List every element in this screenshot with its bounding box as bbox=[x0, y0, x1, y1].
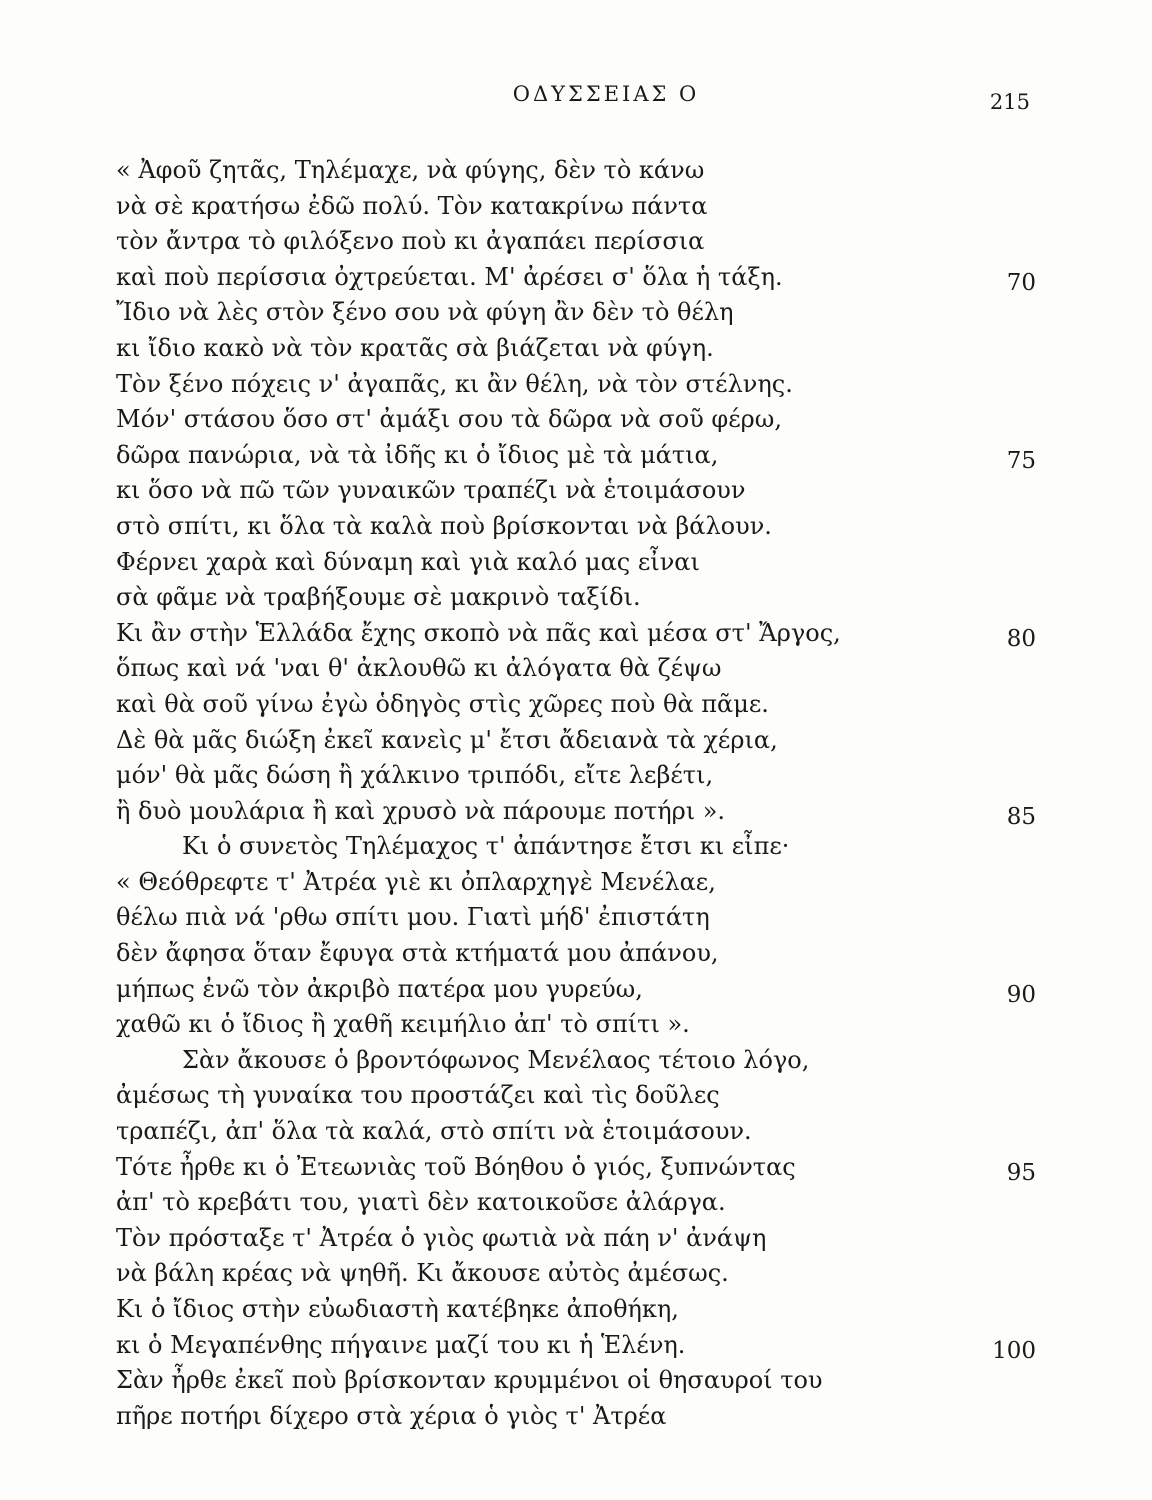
verse-line bbox=[116, 651, 1036, 687]
verse-line bbox=[116, 580, 1036, 616]
verse-text: « Θεόθρεφτε τ' Ἀτρέα γιὲ κι ὀπλαρχηγὲ Μενέλαε, bbox=[116, 867, 716, 896]
verse-line bbox=[116, 1256, 1036, 1292]
verse-text: Κι ὁ συνετὸς Τηλέμαχος τ' ἀπάντησε ἔτσι κι εἶπε· bbox=[182, 832, 790, 861]
verse-line bbox=[116, 1292, 1036, 1328]
verse-text: ὅπως καὶ νά 'ναι θ' ἀκλουθῶ κι ἀλόγατα θὰ ζέψω bbox=[116, 654, 722, 683]
verse-text: δῶρα πανώρια, νὰ τὰ ἰδῆς κι ὁ ἴδιος μὲ τὰ μάτια, bbox=[116, 440, 719, 469]
verse-text: θέλω πιὰ νά 'ρθω σπίτι μου. Γιατὶ μήδ' ἐπιστάτη bbox=[116, 903, 710, 932]
verse-text: κι ὁ Μεγαπένθης πήγαινε μαζί του κι ἡ Ἑλένη. bbox=[116, 1330, 686, 1359]
verse-line bbox=[116, 687, 1036, 723]
verse-line bbox=[116, 723, 1036, 759]
line-number: 90 bbox=[1006, 981, 1036, 1008]
page-number: 215 bbox=[989, 90, 1030, 114]
verse-line bbox=[116, 224, 1036, 260]
verse-text: σὰ φᾶμε νὰ τραβήξουμε σὲ μακρινὸ ταξίδι. bbox=[116, 583, 641, 612]
line-number: 100 bbox=[992, 1337, 1036, 1364]
verse-text: Τὸν πρόσταξε τ' Ἀτρέα ὁ γιὸς φωτιὰ νὰ πάη ν' ἀνάψη bbox=[116, 1223, 767, 1252]
verse-text: ἀπ' τὸ κρεβάτι του, γιατὶ δὲν κατοικοῦσε ἀλάργα. bbox=[116, 1188, 726, 1217]
verse-line bbox=[116, 260, 1036, 296]
verse-line bbox=[116, 295, 1036, 331]
verse-line bbox=[116, 1114, 1036, 1150]
verse-text: Κι ὁ ἴδιος στὴν εὐωδιαστὴ κατέβηκε ἀποθήκη, bbox=[116, 1295, 679, 1323]
verse-text: Τὸν ξένο πόχεις ν' ἀγαπᾶς, κι ἂν θέλη, νὰ τὸν στέλνης. bbox=[116, 369, 793, 398]
verse-text: Δὲ θὰ μᾶς διώξη ἐκεῖ κανεὶς μ' ἔτσι ἄδειανὰ τὰ χέρια, bbox=[116, 725, 778, 754]
verse-line bbox=[116, 900, 1036, 936]
verse-text: χαθῶ κι ὁ ἴδιος ἢ χαθῆ κειμήλιο ἀπ' τὸ σπίτι ». bbox=[116, 1010, 690, 1039]
verse-line bbox=[116, 829, 1036, 865]
verse-line bbox=[116, 331, 1036, 367]
verse-line bbox=[116, 936, 1036, 972]
line-number: 70 bbox=[1006, 269, 1036, 296]
verse-line bbox=[116, 1007, 1036, 1043]
verse-line bbox=[116, 865, 1036, 901]
verse-text: κι ἴδιο κακὸ νὰ τὸν κρατᾶς σὰ βιάζεται νὰ φύγη. bbox=[116, 333, 714, 362]
verse-line bbox=[116, 509, 1036, 545]
verse-text: ἀμέσως τὴ γυναίκα του προστάζει καὶ τὶς δοῦλες bbox=[116, 1081, 720, 1110]
verse-line bbox=[116, 473, 1036, 509]
verse-text: Κι ἂν στὴν Ἑλλάδα ἔχης σκοπὸ νὰ πᾶς καὶ μέσα στ' Ἄργος, bbox=[116, 618, 841, 647]
verse-line bbox=[116, 1221, 1036, 1257]
verse-text: πῆρε ποτήρι δίχερο στὰ χέρια ὁ γιὸς τ' Ἀτρέα bbox=[116, 1401, 667, 1430]
verse-text: τραπέζι, ἀπ' ὅλα τὰ καλά, στὸ σπίτι νὰ ἑτοιμάσουν. bbox=[116, 1117, 752, 1146]
verse-line bbox=[116, 1328, 1036, 1364]
verse-text: καὶ ποὺ περίσσια ὀχτρεύεται. Μ' ἀρέσει σ' ὅλα ἡ τάξη. bbox=[116, 262, 783, 291]
line-number: 75 bbox=[1006, 447, 1036, 474]
poem-text-block bbox=[116, 153, 1036, 1434]
verse-line bbox=[116, 153, 1036, 189]
verse-line bbox=[116, 189, 1036, 225]
verse-text: « Ἀφοῦ ζητᾶς, Τηλέμαχε, νὰ φύγης, δὲν τὸ κάνω bbox=[116, 156, 705, 184]
verse-line bbox=[116, 1363, 1036, 1399]
verse-text: νὰ βάλη κρέας νὰ ψηθῆ. Κι ἄκουσε αὐτὸς ἀμέσως. bbox=[116, 1259, 729, 1288]
verse-text: Μόν' στάσου ὅσο στ' ἀμάξι σου τὰ δῶρα νὰ σοῦ φέρω, bbox=[116, 405, 782, 434]
verse-line bbox=[116, 616, 1036, 652]
verse-line bbox=[116, 1150, 1036, 1186]
verse-text: ἢ δυὸ μουλάρια ἢ καὶ χρυσὸ νὰ πάρουμε ποτήρι ». bbox=[116, 796, 726, 825]
verse-text: δὲν ἄφησα ὅταν ἔφυγα στὰ κτήματά μου ἀπάνου, bbox=[116, 939, 719, 968]
verse-text: Τότε ἦρθε κι ὁ Ἐτεωνιὰς τοῦ Βόηθου ὁ γιός, ξυπνώντας bbox=[116, 1152, 796, 1181]
verse-text: τὸν ἄντρα τὸ φιλόξενο ποὺ κι ἀγαπάει περίσσια bbox=[116, 227, 705, 256]
verse-text: Σὰν ἦρθε ἐκεῖ ποὺ βρίσκονταν κρυμμένοι οἱ θησαυροί του bbox=[116, 1366, 823, 1395]
line-number: 95 bbox=[1006, 1159, 1036, 1186]
verse-text: νὰ σὲ κρατήσω ἐδῶ πολύ. Τὸν κατακρίνω πάντα bbox=[116, 191, 708, 220]
verse-text: μόν' θὰ μᾶς δώση ἢ χάλκινο τριπόδι, εἴτε λεβέτι, bbox=[116, 761, 714, 790]
verse-line bbox=[116, 402, 1036, 438]
verse-line bbox=[116, 794, 1036, 830]
verse-text: μήπως ἐνῶ τὸν ἀκριβὸ πατέρα μου γυρεύω, bbox=[116, 974, 643, 1003]
verse-line bbox=[116, 972, 1036, 1008]
verse-line bbox=[116, 1043, 1036, 1079]
verse-line bbox=[116, 1399, 1036, 1435]
running-header-title: ΟΔΥΣΣΕΙΑΣ Ο bbox=[512, 82, 700, 106]
verse-text: κι ὅσο νὰ πῶ τῶν γυναικῶν τραπέζι νὰ ἑτοιμάσουν bbox=[116, 476, 746, 505]
verse-line bbox=[116, 545, 1036, 581]
verse-text: καὶ θὰ σοῦ γίνω ἐγὼ ὁδηγὸς στὶς χῶρες ποὺ θὰ πᾶμε. bbox=[116, 689, 769, 718]
verse-line bbox=[116, 367, 1036, 403]
verse-line bbox=[116, 758, 1036, 794]
verse-line bbox=[116, 438, 1036, 474]
verse-text: Ἴδιο νὰ λὲς στὸν ξένο σου νὰ φύγη ἂν δὲν τὸ θέλη bbox=[116, 298, 734, 327]
line-number: 85 bbox=[1006, 803, 1036, 830]
verse-line bbox=[116, 1185, 1036, 1221]
line-number: 80 bbox=[1006, 625, 1036, 652]
verse-text: Σὰν ἄκουσε ὁ βροντόφωνος Μενέλαος τέτοιο λόγο, bbox=[182, 1045, 810, 1074]
verse-text: στὸ σπίτι, κι ὅλα τὰ καλὰ ποὺ βρίσκονται νὰ βάλουν. bbox=[116, 511, 772, 540]
verse-line bbox=[116, 1078, 1036, 1114]
verse-text: Φέρνει χαρὰ καὶ δύναμη καὶ γιὰ καλό μας εἶναι bbox=[116, 547, 700, 576]
